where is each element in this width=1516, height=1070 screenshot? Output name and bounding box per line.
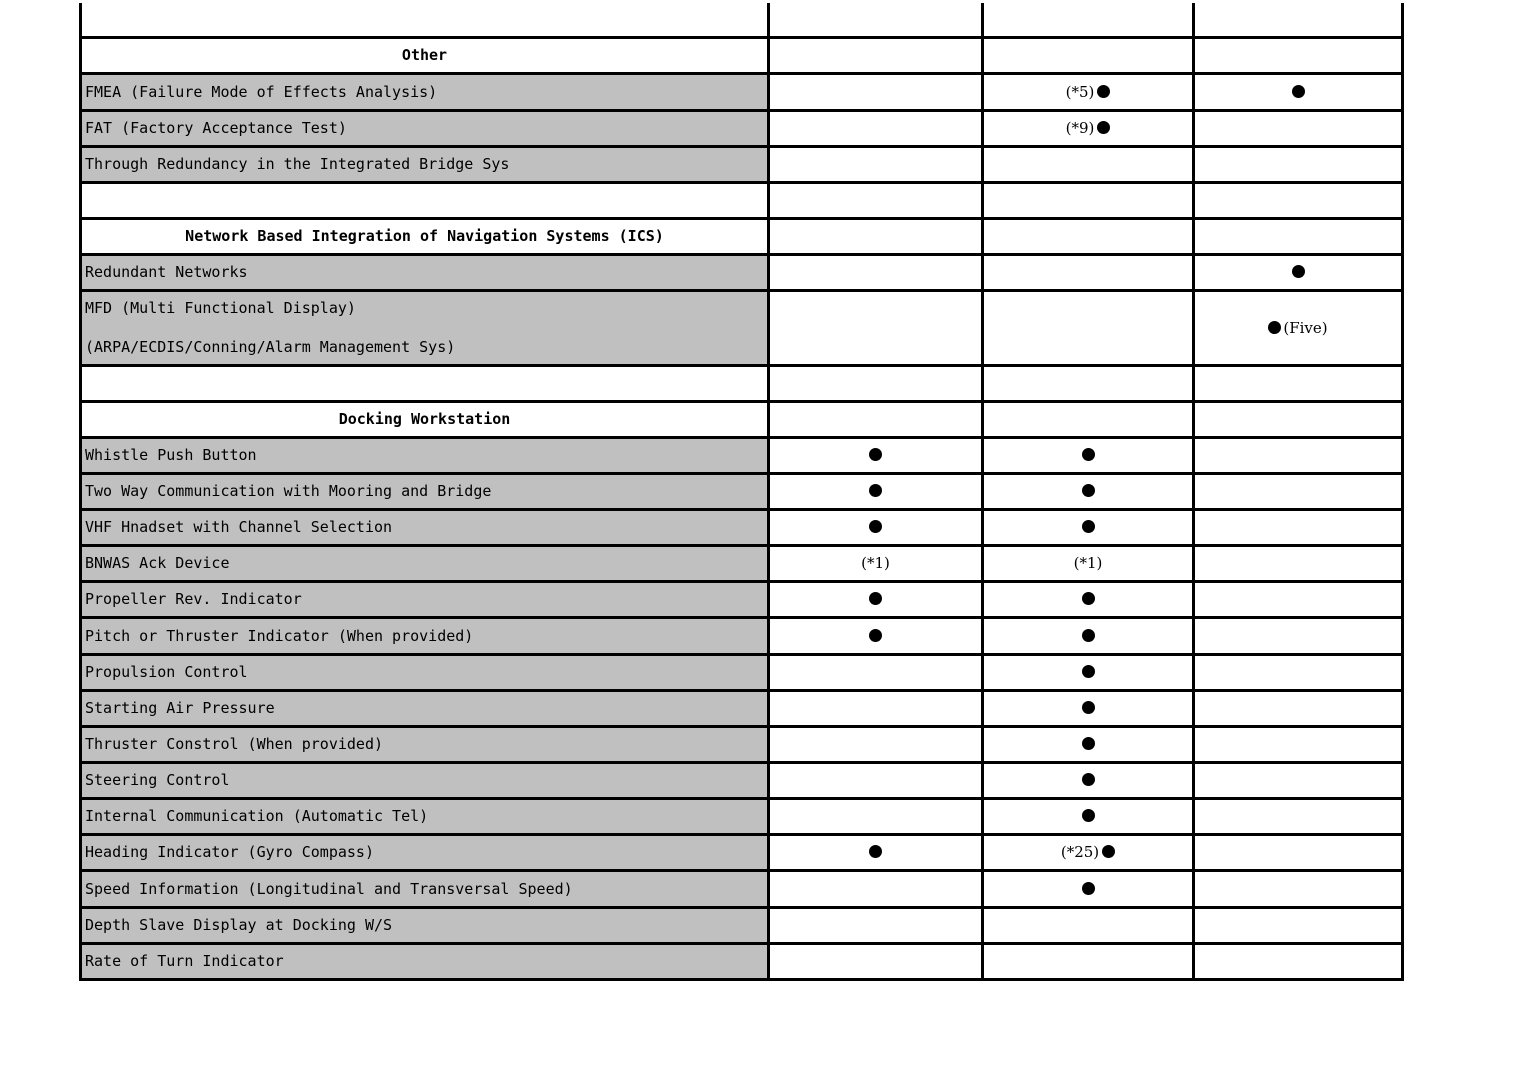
filled-circle-icon xyxy=(1292,85,1305,98)
table-row xyxy=(81,907,1403,943)
mark-cell-col-3 xyxy=(1194,37,1403,73)
table-row xyxy=(81,617,1403,654)
mark-cell-col-3 xyxy=(1194,290,1403,365)
mark-cell-col-1 xyxy=(769,943,983,979)
mark-cell-col-1 xyxy=(769,617,983,654)
mark-cell-col-3 xyxy=(1194,182,1403,218)
mark-cell-col-1 xyxy=(769,545,983,581)
mark-cell-col-2 xyxy=(983,437,1194,473)
mark-cell-col-1 xyxy=(769,726,983,762)
filled-circle-icon xyxy=(869,448,882,461)
mark-cell-col-2 xyxy=(983,290,1194,365)
mark-cell-col-2 xyxy=(983,37,1194,73)
mark-cell-col-3 xyxy=(1194,146,1403,182)
table-row xyxy=(81,545,1403,581)
mark-cell-col-3 xyxy=(1194,943,1403,979)
mark-cell-col-3 xyxy=(1194,834,1403,870)
mark-cell-col-1 xyxy=(769,254,983,290)
item-label-line: MFD (Multi Functional Display) xyxy=(85,299,356,317)
footnote-ref: (*5) xyxy=(1065,82,1095,101)
mark-cell-col-2 xyxy=(983,726,1194,762)
mark-cell-col-3 xyxy=(1194,617,1403,654)
mark-cell-col-1 xyxy=(769,3,983,37)
filled-circle-icon xyxy=(1097,121,1110,134)
requirements-table-body xyxy=(81,3,1403,979)
filled-circle-icon xyxy=(1268,321,1281,334)
table-row xyxy=(81,110,1403,146)
item-label: Internal Communication (Automatic Tel) xyxy=(81,798,769,834)
table-row xyxy=(81,834,1403,870)
footnote-ref: (*1) xyxy=(861,554,890,572)
mark-cell-col-2 xyxy=(983,3,1194,37)
item-label: Thruster Constrol (When provided) xyxy=(81,726,769,762)
mark-cell-col-2 xyxy=(983,365,1194,401)
item-label: VHF Hnadset with Channel Selection xyxy=(81,509,769,545)
table-row xyxy=(81,473,1403,509)
filled-circle-icon xyxy=(1082,665,1095,678)
item-label xyxy=(81,365,769,401)
mark-cell-col-3 xyxy=(1194,907,1403,943)
mark-cell-col-2 xyxy=(983,581,1194,617)
item-label: Pitch or Thruster Indicator (When provided) xyxy=(81,617,769,654)
item-label xyxy=(81,290,769,365)
filled-circle-icon xyxy=(1082,448,1095,461)
section-title: Docking Workstation xyxy=(81,401,769,437)
mark-cell-col-3 xyxy=(1194,581,1403,617)
mark-cell-col-1 xyxy=(769,37,983,73)
section-header-row xyxy=(81,401,1403,437)
mark-cell-col-1 xyxy=(769,290,983,365)
item-label: Whistle Push Button xyxy=(81,437,769,473)
mark-cell-col-2 xyxy=(983,218,1194,254)
filled-circle-icon xyxy=(1102,845,1115,858)
item-label: Heading Indicator (Gyro Compass) xyxy=(81,834,769,870)
mark-cell-col-1 xyxy=(769,182,983,218)
mark-cell-col-2 xyxy=(983,870,1194,907)
mark-cell-col-1 xyxy=(769,437,983,473)
mark-cell-col-3 xyxy=(1194,437,1403,473)
mark-cell-col-1 xyxy=(769,798,983,834)
mark-cell-col-2 xyxy=(983,762,1194,798)
mark-cell-col-2 xyxy=(983,146,1194,182)
filled-circle-icon xyxy=(869,845,882,858)
item-label: Starting Air Pressure xyxy=(81,690,769,726)
mark-cell-col-3 xyxy=(1194,545,1403,581)
mark-cell-col-2 xyxy=(983,690,1194,726)
mark-cell-col-1 xyxy=(769,690,983,726)
table-row xyxy=(81,798,1403,834)
table-row xyxy=(81,437,1403,473)
mark-cell-col-1 xyxy=(769,146,983,182)
mark-cell-col-3 xyxy=(1194,218,1403,254)
table-row xyxy=(81,690,1403,726)
filled-circle-icon xyxy=(1082,701,1095,714)
section-title: Network Based Integration of Navigation Systems (ICS) xyxy=(81,218,769,254)
mark-cell-col-3 xyxy=(1194,870,1403,907)
mark-cell-col-3 xyxy=(1194,690,1403,726)
mark-cell-col-3 xyxy=(1194,73,1403,110)
mark-cell-col-3 xyxy=(1194,3,1403,37)
item-label: Rate of Turn Indicator xyxy=(81,943,769,979)
filled-circle-icon xyxy=(1082,809,1095,822)
mark-cell-col-1 xyxy=(769,762,983,798)
filled-circle-icon xyxy=(1082,773,1095,786)
item-label: Propeller Rev. Indicator xyxy=(81,581,769,617)
footnote-ref: (*1) xyxy=(1073,554,1103,572)
table-row xyxy=(81,870,1403,907)
mark-cell-col-2 xyxy=(983,798,1194,834)
mark-cell-col-3 xyxy=(1194,110,1403,146)
filled-circle-icon xyxy=(1082,592,1095,605)
item-label: Through Redundancy in the Integrated Bridge Sys xyxy=(81,146,769,182)
filled-circle-icon xyxy=(1082,882,1095,895)
mark-cell-col-1 xyxy=(769,110,983,146)
table-row xyxy=(81,254,1403,290)
requirements-table xyxy=(79,3,1404,981)
mark-cell-col-3 xyxy=(1194,509,1403,545)
mark-cell-col-1 xyxy=(769,870,983,907)
item-label: Two Way Communication with Mooring and Bridge xyxy=(81,473,769,509)
item-label: Steering Control xyxy=(81,762,769,798)
filled-circle-icon xyxy=(1292,265,1305,278)
mark-cell-col-3 xyxy=(1194,762,1403,798)
mark-cell-col-3 xyxy=(1194,254,1403,290)
mark-cell-col-3 xyxy=(1194,798,1403,834)
item-label: FAT (Factory Acceptance Test) xyxy=(81,110,769,146)
mark-cell-col-1 xyxy=(769,473,983,509)
mark-cell-col-1 xyxy=(769,401,983,437)
filled-circle-icon xyxy=(1082,484,1095,497)
filled-circle-icon xyxy=(869,592,882,605)
table-row xyxy=(81,509,1403,545)
mark-cell-col-1 xyxy=(769,509,983,545)
footnote-ref: (Five) xyxy=(1283,318,1328,337)
mark-cell-col-3 xyxy=(1194,401,1403,437)
spacer-row xyxy=(81,3,1403,37)
mark-cell-col-1 xyxy=(769,907,983,943)
mark-cell-col-3 xyxy=(1194,365,1403,401)
table-row xyxy=(81,146,1403,182)
table-row xyxy=(81,290,1403,365)
item-label: Redundant Networks xyxy=(81,254,769,290)
mark-cell-col-1 xyxy=(769,834,983,870)
filled-circle-icon xyxy=(869,629,882,642)
filled-circle-icon xyxy=(1097,85,1110,98)
section-header-row xyxy=(81,218,1403,254)
table-row xyxy=(81,762,1403,798)
filled-circle-icon xyxy=(1082,520,1095,533)
mark-cell-col-3 xyxy=(1194,726,1403,762)
mark-cell-col-1 xyxy=(769,654,983,690)
table-row xyxy=(81,73,1403,110)
mark-cell-col-2 xyxy=(983,907,1194,943)
mark-cell-col-2 xyxy=(983,473,1194,509)
section-header-row xyxy=(81,37,1403,73)
mark-cell-col-2 xyxy=(983,509,1194,545)
item-label: Speed Information (Longitudinal and Transversal Speed) xyxy=(81,870,769,907)
filled-circle-icon xyxy=(1082,737,1095,750)
spacer-row xyxy=(81,365,1403,401)
mark-cell-col-3 xyxy=(1194,654,1403,690)
item-label xyxy=(81,3,769,37)
table-row xyxy=(81,581,1403,617)
mark-cell-col-2 xyxy=(983,617,1194,654)
mark-cell-col-2 xyxy=(983,110,1194,146)
filled-circle-icon xyxy=(869,520,882,533)
table-row xyxy=(81,943,1403,979)
mark-cell-col-2 xyxy=(983,401,1194,437)
mark-cell-col-2 xyxy=(983,545,1194,581)
footnote-ref: (*9) xyxy=(1065,119,1095,137)
spacer-row xyxy=(81,182,1403,218)
item-label: FMEA (Failure Mode of Effects Analysis) xyxy=(81,73,769,110)
mark-cell-col-2 xyxy=(983,254,1194,290)
mark-cell-col-2 xyxy=(983,943,1194,979)
filled-circle-icon xyxy=(869,484,882,497)
section-title: Other xyxy=(81,37,769,73)
mark-cell-col-1 xyxy=(769,581,983,617)
item-label-line: (ARPA/ECDIS/Conning/Alarm Management Sys) xyxy=(85,338,456,356)
mark-cell-col-2 xyxy=(983,73,1194,110)
mark-cell-col-1 xyxy=(769,218,983,254)
mark-cell-col-1 xyxy=(769,73,983,110)
footnote-ref: (*25) xyxy=(1060,843,1100,861)
mark-cell-col-2 xyxy=(983,654,1194,690)
item-label: Depth Slave Display at Docking W/S xyxy=(81,907,769,943)
item-label: BNWAS Ack Device xyxy=(81,545,769,581)
table-row xyxy=(81,654,1403,690)
filled-circle-icon xyxy=(1082,629,1095,642)
mark-cell-col-1 xyxy=(769,365,983,401)
mark-cell-col-2 xyxy=(983,182,1194,218)
item-label: Propulsion Control xyxy=(81,654,769,690)
table-row xyxy=(81,726,1403,762)
item-label xyxy=(81,182,769,218)
mark-cell-col-2 xyxy=(983,834,1194,870)
mark-cell-col-3 xyxy=(1194,473,1403,509)
